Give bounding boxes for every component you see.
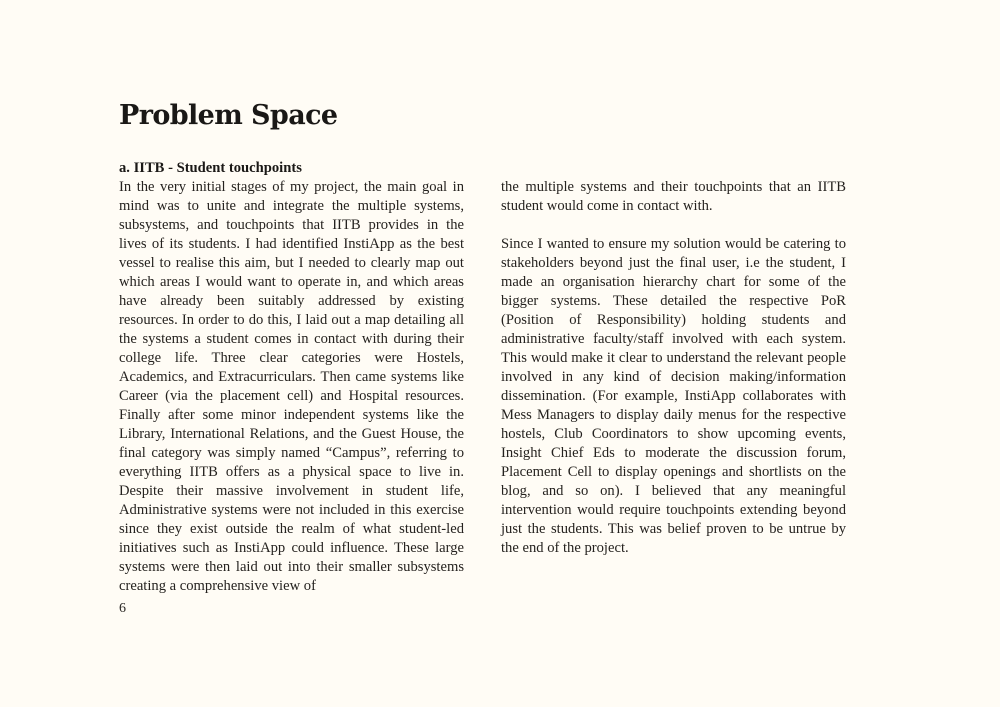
left-column <box>119 159 464 596</box>
page-number: 6 <box>119 601 126 616</box>
body-paragraph-left-1: In the very initial stages of my project, the main goal in mind was to unite and integrate the multiple systems, subsystems, and touchpoints that IITB provides in the lives of its students. I had identified InstiApp as the best vessel to realise this aim, but I needed to clearly map out which areas I would want to operate in, and which areas have already been suitably addressed by existing resources. In order to do this, I laid out a map detailing all the systems a student comes in contact with during their college life. Three clear categories were Hostels, Academics, and Extracurriculars. Then came systems like Career (via the placement cell) and Hospital resources. Finally after some minor independent systems like the Library, International Relations, and the Guest House, the final category was simply named “Campus”, referring to everything IITB offers as a physical space to live in. Despite their massive involvement in student life, Administrative systems were not included in this exercise since they exist outside the realm of what student-led initiatives such as InstiApp could influence. These large systems were then laid out into their smaller subsystems creating a comprehensive view of <box>119 179 464 594</box>
body-paragraph-right-2: Since I wanted to ensure my solution would be catering to stakeholders beyond just the final user, i.e the student, I made an organisation hierarchy chart for some of the bigger systems. These detailed the respective PoR (Position of Responsibility) holding students and administrative faculty/staff involved with each system. This would make it clear to understand the relevant people involved in any kind of decision making/information dissemination. (For example, InstiApp collaborates with Mess Managers to display daily menus for the respective hostels, Club Coordinators to show upcoming events, Insight Chief Eds to moderate the discussion forum, Placement Cell to display openings and shortlists on the blog, and so on). I believed that any meaningful intervention would require touchpoints extending beyond just the students. This was belief proven to be untrue by the end of the project. <box>501 236 846 556</box>
body-paragraph-right-1: the multiple systems and their touchpoints that an IITB student would come in contact with. <box>501 179 846 214</box>
right-column <box>501 178 846 558</box>
section-heading: a. IITB - Student touchpoints <box>119 160 302 176</box>
page-title: Problem Space <box>119 100 338 131</box>
